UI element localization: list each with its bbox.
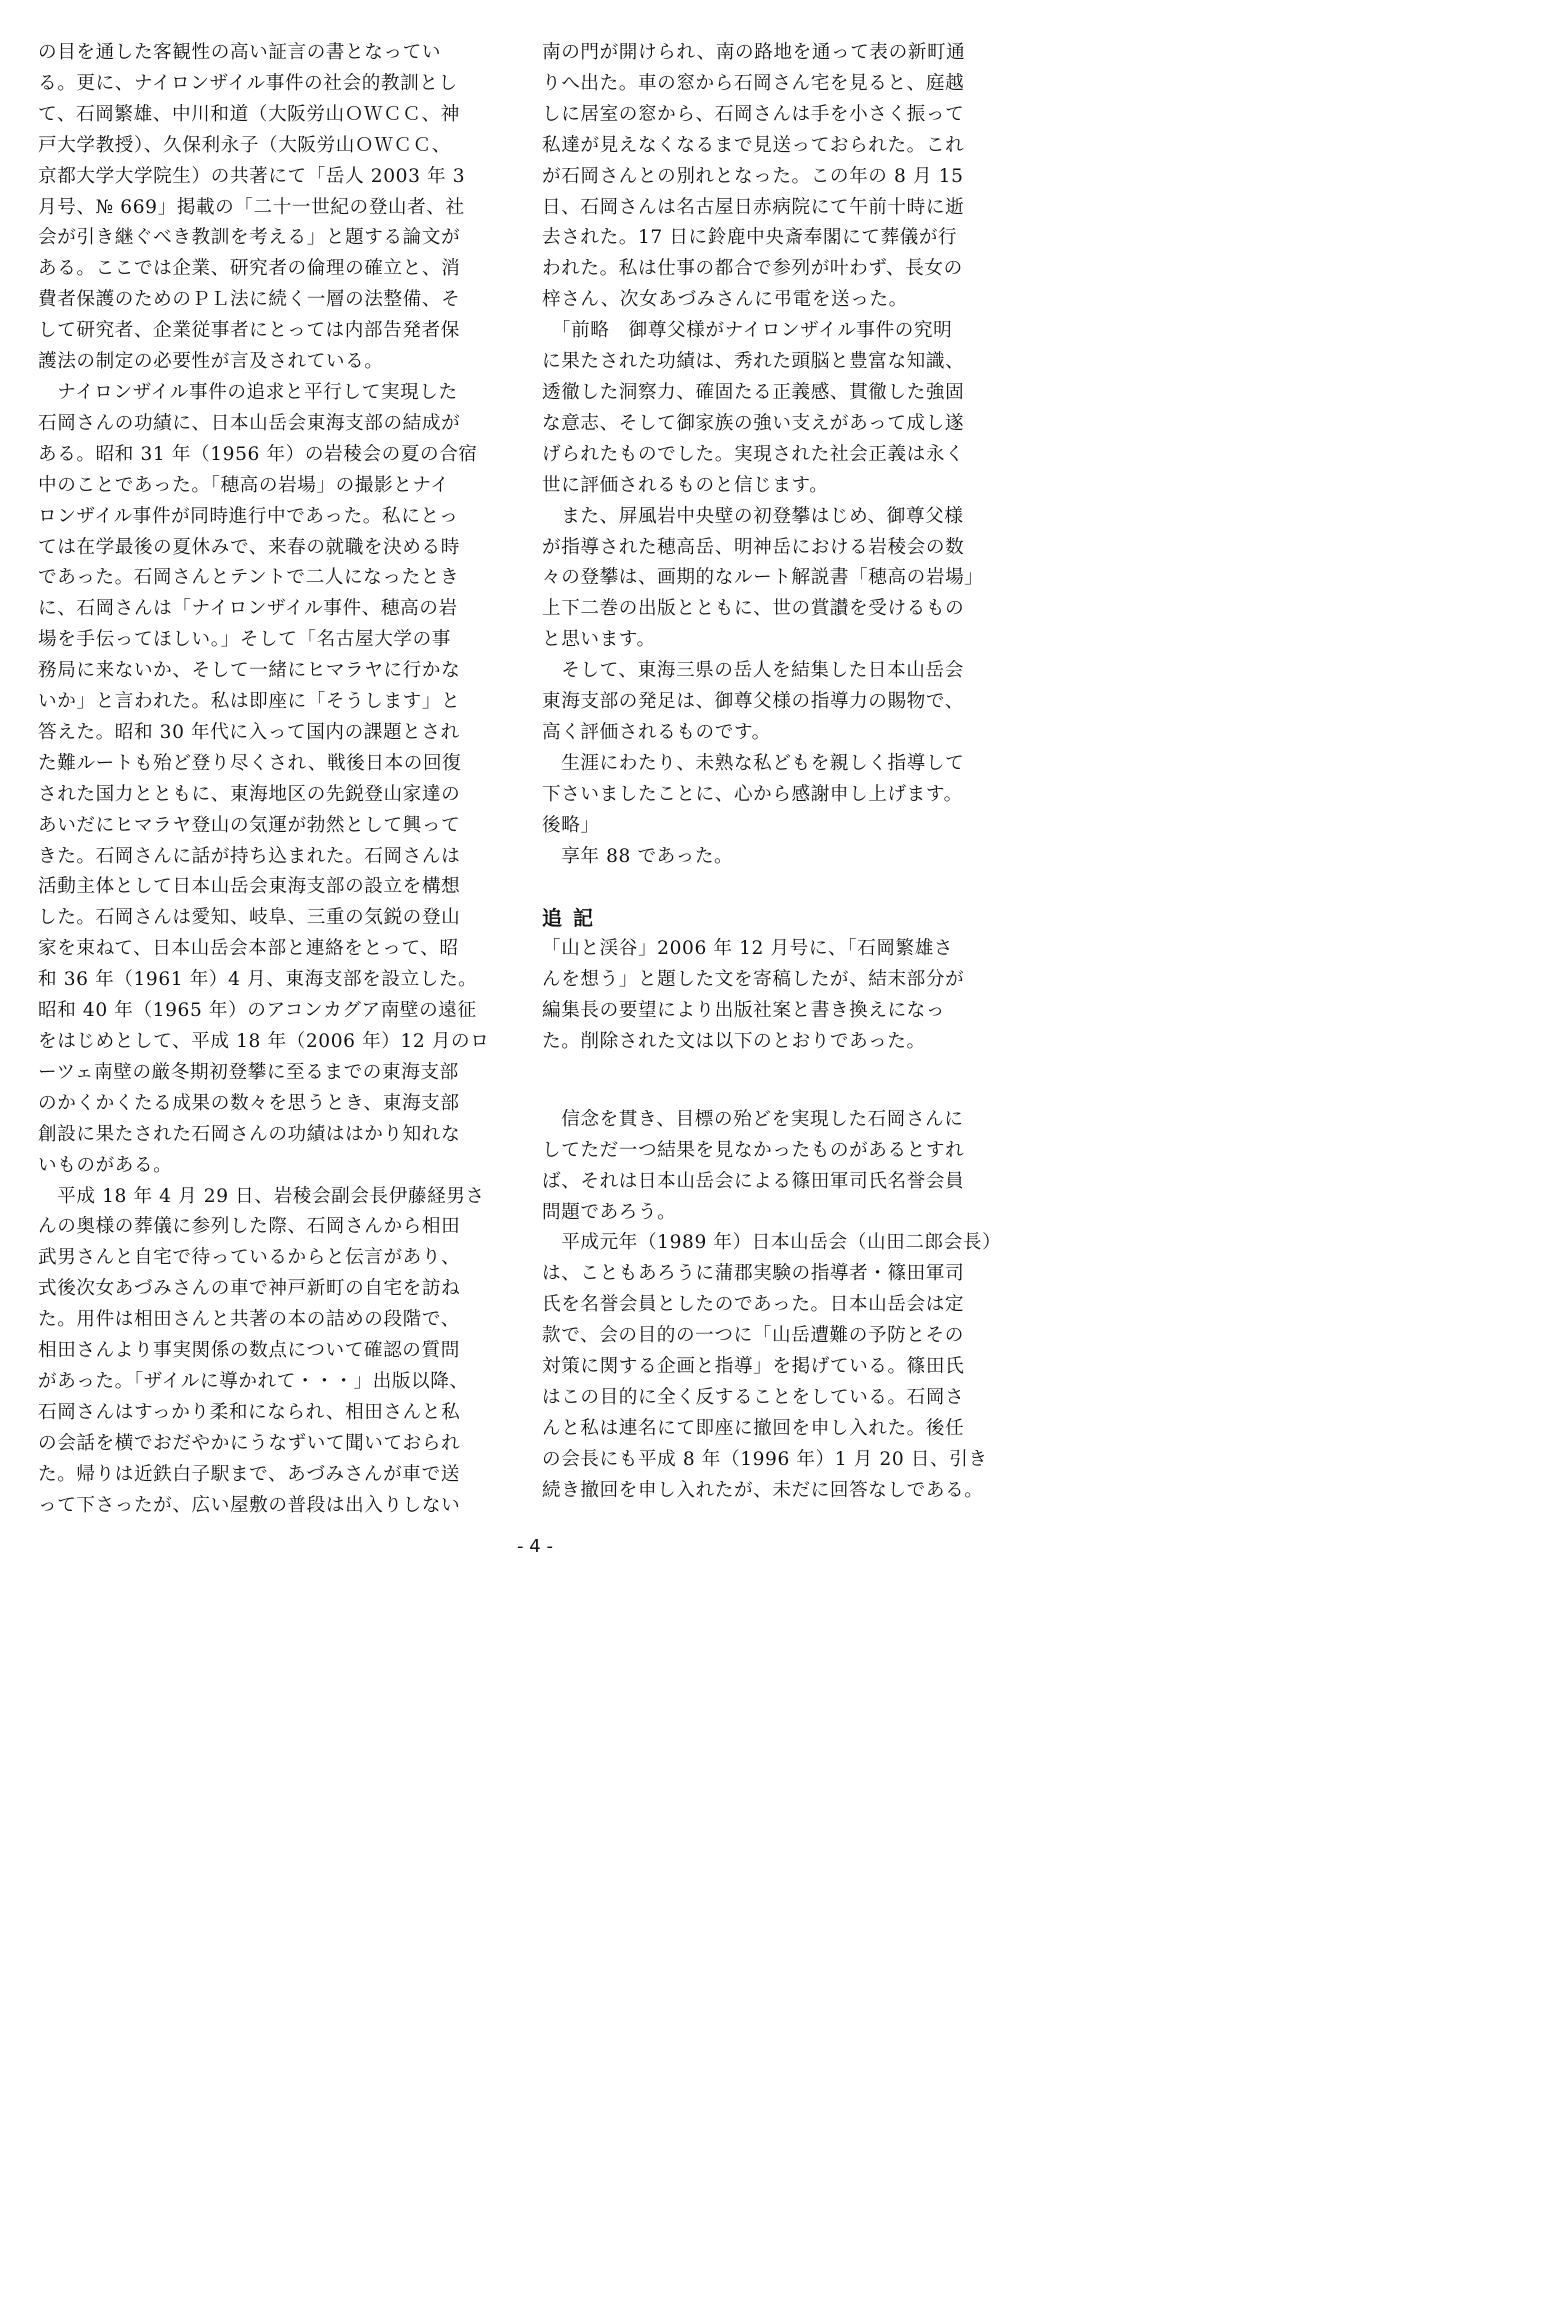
quoted-telegram-paragraph: また、屏風岩中央壁の初登攀はじめ、御尊父様 が指導された穂高岳、明神岳における岩稜会の数 々の登攀は、画期的なルート解説書「穂高の岩場」 上下二巻の出版とともに、世の賞讃を受けるもの と思います。 xyxy=(542,505,984,651)
spacer xyxy=(542,1058,1024,1089)
paragraph: の目を通した客観性の高い証言の書となってい る。更に、ナイロンザイル事件の社会的教訓とし て、石岡繁雄、中川和道（大阪労山ＯＷＣＣ、神 戸大学教授）、久保利永子（大阪労山ＯＷＣＣ、 京都大学大学院生）の共著にて「岳人 2003 年 3 月号、№ 669」掲載の「二十一世紀の登山者、社 会が引き継ぐべき教訓を考える」と題する論文が ある。ここでは企業、研究者の倫理の確立と、消 費者保護のためのＰＬ法に続く一層の法整備、そ して研究者、企業従事者にとっては内部告発者保 護法の制定の必要性が言及されている。 xyxy=(38,42,466,373)
deleted-text-paragraph: 信念を貫き、目標の殆どを実現した石岡さんに してただ一つ結果を見なかったものがあるとすれ ば、それは日本山岳会による篠田軍司氏名誉会員 問題であろう。 xyxy=(542,1108,965,1223)
deleted-text-paragraph: 平成元年（1989 年）日本山岳会（山田二郎会長） は、こともあろうに蒲郡実験の指導者・篠田軍司 氏を名誉会員としたのであった。日本山岳会は定 款で、会の目的の一つに「山岳遭難の予防とその 対策に関する企画と指導」を掲げている。篠田氏 はこの目的に全く反することをしている。石岡さ んと私は連名にて即座に撤回を申し入れた。後任 の会長にも平成 8 年（1996 年）1 月 20 日、引き 続き撤回を申し入れたが、未だに回答なしである。 xyxy=(542,1232,1002,1501)
paragraph: 南の門が開けられ、南の路地を通って表の新町通 りへ出た。車の窓から石岡さん宅を見ると、庭越 しに居室の窓から、石岡さんは手を小さく振って 私達が見えなくなるまで見送っておられた。これ が石岡さんとの別れとなった。この年の 8 月 15 日、石岡さんは名古屋日赤病院にて午前十時に逝 去された。17 日に鈴鹿中央斎奉閣にて葬儀が行 われた。私は仕事の都合で参列が叶わず、長女の 梓さん、次女あづみさんに弔電を送った。 xyxy=(542,42,966,311)
paragraph: 「山と渓谷」2006 年 12 月号に、「石岡繁雄さ んを想う」と題した文を寄稿したが、結末部分が 編集長の要望により出版社案と書き換えになっ た。削除された文は以下のとおりであった。 xyxy=(542,938,965,1052)
paragraph: 享年 88 であった。 xyxy=(542,845,734,867)
page-number: - 4 - xyxy=(517,1536,553,1557)
document-page xyxy=(0,0,1070,1569)
paragraph: 平成 18 年 4 月 29 日、岩稜会副会長伊藤経男さ んの奥様の葬儀に参列した際、石岡さんから相田 武男さんと自宅で待っているからと伝言があり、 式後次女あづみさんの車で神戸新町の自宅を訪ね た。用件は相田さんと共著の本の詰めの段階で、 相田さんより事実関係の数点について確認の質問 があった。「ザイルに導かれて・・・」出版以降、 石岡さんはすっかり柔和になられ、相田さんと私 の会話を横でおだやかにうなずいて聞いておられ た。帰りは近鉄白子駅まで、あづみさんが車で送 って下さったが、広い屋敷の普段は出入りしない xyxy=(38,1185,485,1516)
right-column xyxy=(542,38,1024,1507)
postscript-heading: 追 記 xyxy=(542,906,595,931)
quoted-telegram-paragraph: 生涯にわたり、未熟な私どもを親しく指導して 下さいましたことに、心から感謝申し上げます。 後略」 xyxy=(542,752,965,836)
quoted-telegram-paragraph: 「前略 御尊父様がナイロンザイル事件の究明 に果たされた功績は、秀れた頭脳と豊富な知識、 透徹した洞察力、確固たる正義感、貫徹した強固 な意志、そして御家族の強い支えがあって成し遂 げられたものでした。実現された社会正義は永く 世に評価されるものと信じます。 xyxy=(542,320,965,496)
quoted-telegram-paragraph: そして、東海三県の岳人を結集した日本山岳会 東海支部の発足は、御尊父様の指導力の賜物で、 高く評価されるものです。 xyxy=(542,660,964,743)
spacer xyxy=(542,872,1024,903)
left-column xyxy=(38,38,512,1522)
paragraph: ナイロンザイル事件の追求と平行して実現した 石岡さんの功績に、日本山岳会東海支部の結成が ある。昭和 31 年（1956 年）の岩稜会の夏の合宿 中のことであった。「穂高の岩場」の撮影とナイ ロンザイル事件が同時進行中であった。私にとっ ては在学最後の夏休みで、来春の就職を決める時 であった。石岡さんとテントで二人になったとき に、石岡さんは「ナイロンザイル事件、穂高の岩 場を手伝ってほしい。」そして「名古屋大学の事 務局に来ないか、そして一緒にヒマラヤに行かな いか」と言われた。私は即座に「そうします」と 答えた。昭和 30 年代に入って国内の課題とされ た難ルートも殆ど登り尽くされ、戦後日本の回復 された国力とともに、東海地区の先鋭登山家達の あいだにヒマラヤ登山の気運が勃然として興って きた。石岡さんに話が持ち込まれた。石岡さんは 活動主体として日本山岳会東海支部の設立を構想 した。石岡さんは愛知、岐阜、三重の気鋭の登山 家を束ねて、日本山岳会本部と連絡をとって、昭 和 36 年（1961 年）4 月、東海支部を設立した。 昭和 40 年（1965 年）のアコンカグア南壁の遠征 をはじめとして、平成 18 年（2006 年）12 月のロ ーツェ南壁の厳冬期初登攀に至るまでの東海支部 のかくかくたる成果の数々を思うとき、東海支部 創設に果たされた石岡さんの功績ははかり知れな いものがある。 xyxy=(38,381,490,1176)
spacer xyxy=(542,1089,1024,1105)
